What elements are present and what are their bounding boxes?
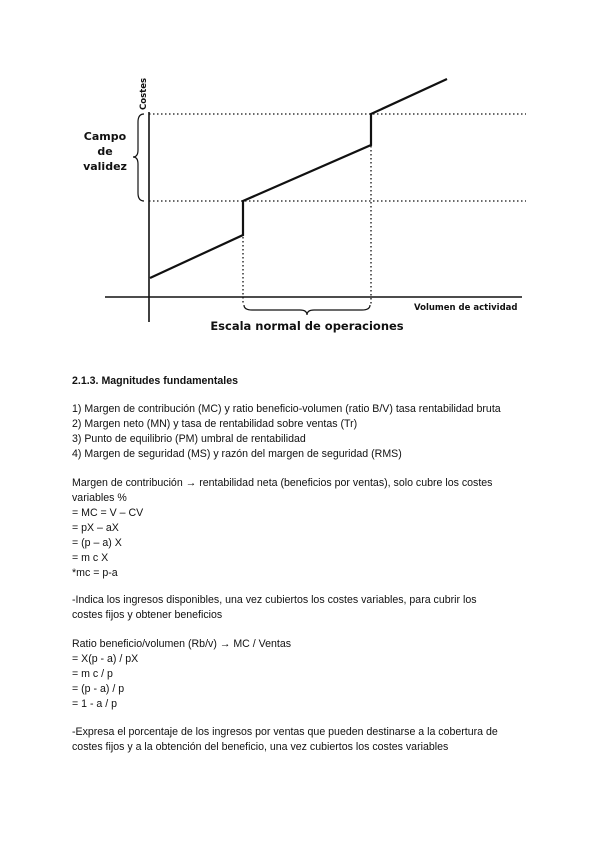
mc-line: = pX – aX bbox=[72, 522, 119, 534]
mc-note-line: costes fijos y obtener beneficios bbox=[72, 609, 223, 621]
x-axis-label: Volumen de actividad bbox=[414, 303, 518, 313]
section-heading-block bbox=[72, 374, 542, 389]
ratio-note bbox=[72, 725, 542, 755]
mc-line: = m c X bbox=[72, 552, 109, 564]
mc-note-line: -Indica los ingresos disponibles, una vez cubiertos los costes variables, para cubrir los bbox=[72, 594, 477, 606]
mc-line: = (p – a) X bbox=[72, 537, 122, 549]
ratio-line: = (p - a) / p bbox=[72, 683, 125, 695]
mc-line: variables % bbox=[72, 492, 127, 504]
y-axis-label: Costes bbox=[139, 77, 149, 110]
ratio-line: = m c / p bbox=[72, 668, 113, 680]
mc-block bbox=[72, 476, 542, 581]
mc-line: *mc = p-a bbox=[72, 567, 118, 579]
left-brace bbox=[133, 114, 144, 201]
side-label-line-2: de bbox=[97, 145, 113, 158]
ratio-line: = X(p - a) / pX bbox=[72, 653, 139, 665]
mc-line: Margen de contribución → rentabilidad neta (beneficios por ventas), solo cubre los costes bbox=[72, 477, 493, 489]
ratio-line: Ratio beneficio/volumen (Rb/v) → MC / Ventas bbox=[72, 638, 292, 650]
section-heading: 2.1.3. Magnitudes fundamentales bbox=[72, 375, 239, 387]
ratio-block bbox=[72, 637, 542, 712]
ratio-note-line: -Expresa el porcentaje de los ingresos por ventas que pueden destinarse a la cobertura de bbox=[72, 726, 498, 738]
step-cost-line bbox=[150, 79, 447, 278]
side-label-line-1: Campo bbox=[83, 130, 127, 143]
bottom-brace bbox=[244, 305, 370, 315]
magnitudes-list bbox=[72, 402, 542, 462]
mc-line: = MC = V – CV bbox=[72, 507, 144, 519]
list-item: 3) Punto de equilibrio (PM) umbral de rentabilidad bbox=[72, 433, 306, 445]
ratio-note-line: costes fijos y a la obtención del beneficio, una vez cubiertos los costes variables bbox=[72, 741, 449, 753]
list-item: 4) Margen de seguridad (MS) y razón del margen de seguridad (RMS) bbox=[72, 448, 402, 460]
mc-note bbox=[72, 593, 542, 623]
list-item: 2) Margen neto (MN) y tasa de rentabilidad sobre ventas (Tr) bbox=[72, 418, 358, 430]
list-item: 1) Margen de contribución (MC) y ratio beneficio-volumen (ratio B/V) tasa rentabilidad bruta bbox=[72, 403, 501, 415]
ratio-line: = 1 - a / p bbox=[72, 698, 118, 710]
side-label-line-3: validez bbox=[83, 160, 127, 173]
cost-diagram bbox=[0, 0, 600, 345]
bottom-label: Escala normal de operaciones bbox=[210, 319, 404, 333]
